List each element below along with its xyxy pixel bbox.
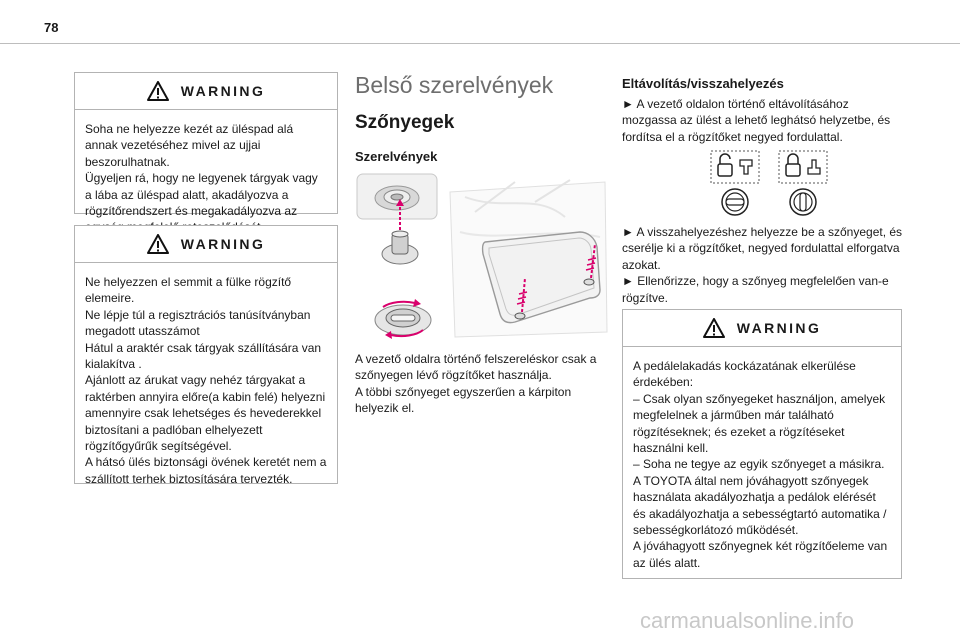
warning-label: WARNING — [180, 236, 266, 252]
warning-label: WARNING — [736, 320, 822, 336]
warning-box-1 — [74, 72, 338, 219]
fittings-text: A vezető oldalra történő felszereléskor csak a szőnyegen lévő rögzítőket használja. A többi szőnyeget egyszerűen a kárpiton helyezik el. — [355, 352, 597, 416]
warning-text: Ne helyezzen el semmit a fülke rögzítő elemeire. Ne lépje túl a regisztrációs tanúsítványban megadott utasszámot Hátul a araktér csak tárgyak szállítására van kialakítva . Ajánlott az árukat vagy nehéz tárgyakat a raktérben annyira előre(a kabin felé) helyezni amennyire csak lehetséges és hevederekkel biztosítani a padlóban elhelyezett rögzítőgyűrűk segítségével. A hátsó ülés biztonsági övének keretét nem a szállított terhek biztosítására tervezték. — [85, 275, 327, 486]
warning-header — [75, 226, 337, 263]
section-title: Belső szerelvények — [355, 72, 554, 98]
warning-label: WARNING — [180, 83, 266, 99]
warning-triangle-icon — [703, 318, 725, 338]
warning-box-2 — [74, 225, 338, 484]
lock-fastener-icon — [778, 150, 828, 216]
warning-header — [75, 73, 337, 110]
warning-triangle-icon — [147, 234, 169, 254]
subsection-title: Szőnyegek — [355, 112, 455, 133]
warning-box-3 — [622, 309, 902, 579]
fittings-heading: Szerelvények — [355, 149, 438, 164]
warning-header — [623, 310, 901, 347]
warning-text: A pedálelakadás kockázatának elkerülése érdekében: – Csak olyan szőnyegeket használjon, amelyek megfelelnek a járműben már található rögzítéseknek; és ezeket a rögzítéseket használni kell. – Soha ne tegye az egyik szőnyeget a másikra. A TOYOTA által nem jóváhagyott szőnyegek használata akadályozhatja a pedálok elérését és akadályozhatja a sebességtartó automatika / sebességkorlátozó működését. A jóváhagyott szőnyegnek két rögzítőeleme van az ülés alatt. — [633, 359, 888, 570]
page-number: 78 — [44, 20, 59, 35]
header-divider — [0, 43, 960, 44]
refit-text: ► A visszahelyezéshez helyezze be a szőnyeget, és cserélje ki a rögzítőket, negyed fordulattal elforgatva azokat. ► Ellenőrizze, hogy a szőnyeg megfelelően van-e rögzítve. — [622, 225, 903, 305]
watermark: carmanualsonline.info — [640, 608, 855, 633]
removal-text: ► A vezető oldalon történő eltávolításához mozgassa az ülést a lehető leghátsó helyzetbe, és fordítsa el a rögzítőket negyed fordulattal. — [622, 97, 891, 144]
floor-mat-illustration — [355, 172, 610, 340]
unlock-fastener-icon — [710, 150, 760, 216]
removal-heading: Eltávolítás/visszahelyezés — [622, 76, 784, 91]
warning-triangle-icon — [147, 81, 169, 101]
warning-text: Soha ne helyezze kezét az üléspad alá annak vezetéséhez mivel az ujjai beszorulhatnak. Ügyeljen rá, hogy ne legyenek tárgyak vagy a lába az üléspad alatt, akadályozva a rögzítőrendszert és megakadályozva az — [85, 122, 318, 219]
